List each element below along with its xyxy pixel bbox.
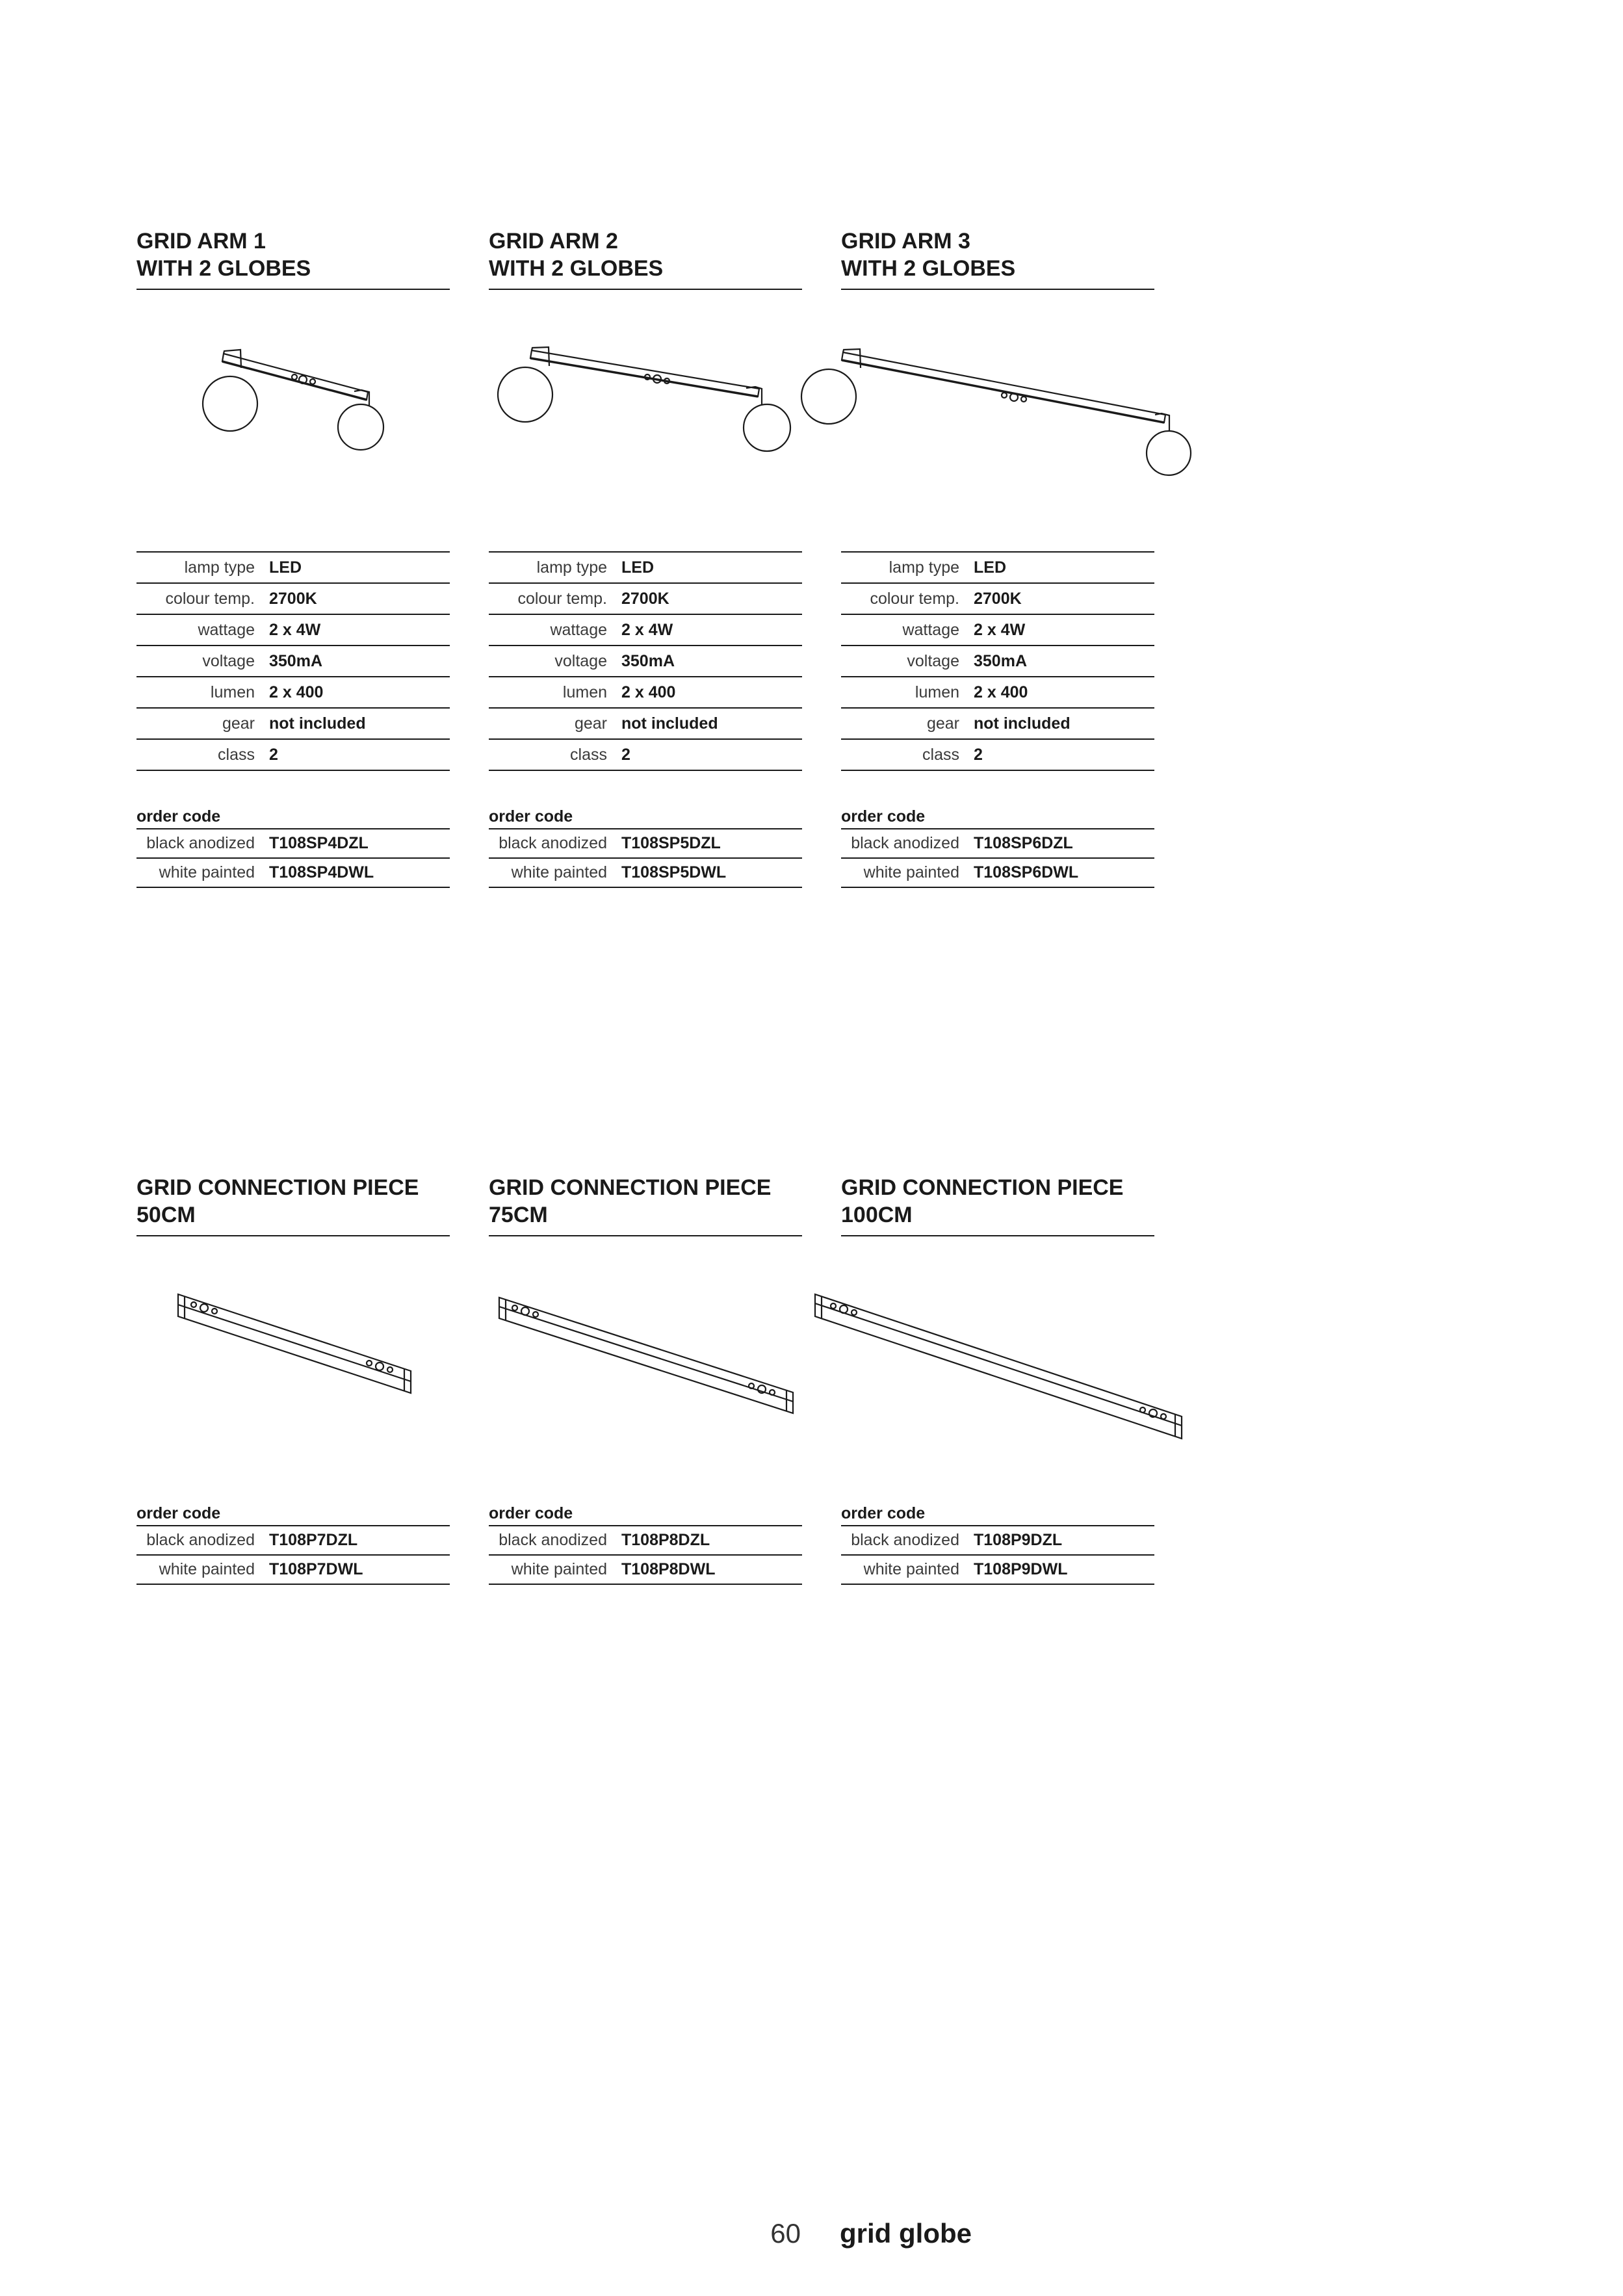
spec-value: 2700K bbox=[269, 589, 317, 608]
spec-value: 2 x 4W bbox=[974, 620, 1026, 639]
spec-table bbox=[841, 551, 1154, 771]
spec-label: gear bbox=[574, 714, 607, 733]
finish-label: white painted bbox=[159, 863, 255, 881]
spec-value: 2 bbox=[269, 745, 278, 764]
order-code-table bbox=[841, 807, 1154, 888]
grid-arm-3-illustration bbox=[796, 345, 1199, 481]
finish-label: white painted bbox=[863, 863, 959, 881]
order-code-heading: order code bbox=[841, 1504, 926, 1522]
finish-label: black anodized bbox=[499, 1531, 607, 1549]
spec-row bbox=[489, 646, 802, 677]
order-code: T108P7DZL bbox=[269, 1531, 358, 1549]
order-code: T108P9DZL bbox=[974, 1531, 1063, 1549]
title-line-1: GRID CONNECTION PIECE bbox=[489, 1175, 772, 1200]
spec-label: gear bbox=[926, 714, 959, 733]
order-code-table bbox=[841, 1504, 1154, 1585]
spec-label: class bbox=[570, 745, 607, 764]
spec-row bbox=[841, 646, 1154, 677]
spec-label: wattage bbox=[550, 620, 607, 639]
spec-value: not included bbox=[974, 714, 1071, 733]
finish-label: black anodized bbox=[146, 834, 255, 852]
spec-row bbox=[136, 677, 450, 709]
spec-value: 2 x 4W bbox=[621, 620, 673, 639]
spec-row bbox=[841, 615, 1154, 646]
spec-value: not included bbox=[269, 714, 366, 733]
spec-row bbox=[136, 709, 450, 740]
product-title bbox=[136, 1174, 450, 1236]
order-row bbox=[136, 1525, 450, 1556]
spec-value: 2 x 400 bbox=[621, 683, 676, 701]
order-code: T108P8DZL bbox=[621, 1531, 710, 1549]
order-code: T108P9DWL bbox=[974, 1560, 1068, 1578]
order-code-heading: order code bbox=[489, 807, 573, 826]
order-code-heading: order code bbox=[489, 1504, 573, 1522]
order-row bbox=[489, 1525, 802, 1556]
spec-row bbox=[136, 584, 450, 615]
title-line-2: 75CM bbox=[489, 1203, 548, 1227]
order-row bbox=[489, 828, 802, 859]
spec-row bbox=[489, 584, 802, 615]
order-code: T108SP6DWL bbox=[974, 863, 1079, 881]
spec-label: voltage bbox=[907, 651, 959, 670]
spec-table bbox=[489, 551, 802, 771]
product-title bbox=[841, 228, 1154, 290]
spec-row bbox=[489, 677, 802, 709]
spec-row bbox=[136, 551, 450, 584]
order-code-heading: order code bbox=[841, 807, 926, 826]
title-line-1: GRID ARM 3 bbox=[841, 229, 970, 254]
spec-value: 2 x 400 bbox=[269, 683, 324, 701]
title-line-1: GRID CONNECTION PIECE bbox=[841, 1175, 1124, 1200]
spec-row bbox=[489, 551, 802, 584]
spec-label: lumen bbox=[915, 683, 959, 701]
order-code-table bbox=[136, 1504, 450, 1585]
spec-row bbox=[841, 709, 1154, 740]
spec-value: 350mA bbox=[269, 651, 322, 670]
finish-label: black anodized bbox=[851, 1531, 959, 1549]
finish-label: black anodized bbox=[851, 834, 959, 852]
spec-label: lumen bbox=[210, 683, 255, 701]
order-code-heading: order code bbox=[136, 1504, 221, 1522]
spec-row bbox=[489, 740, 802, 771]
connection-100cm-illustration bbox=[811, 1290, 1188, 1443]
spec-label: lamp type bbox=[889, 558, 959, 577]
spec-row bbox=[136, 740, 450, 771]
order-row bbox=[136, 828, 450, 859]
title-line-2: WITH 2 GLOBES bbox=[136, 256, 311, 281]
order-code-table bbox=[489, 807, 802, 888]
title-line-1: GRID ARM 2 bbox=[489, 229, 618, 254]
spec-value: not included bbox=[621, 714, 718, 733]
spec-value: LED bbox=[269, 558, 302, 577]
order-row bbox=[841, 1556, 1154, 1585]
order-code-table bbox=[489, 1504, 802, 1585]
product-title bbox=[136, 228, 450, 290]
collection-name: grid globe bbox=[840, 2218, 972, 2249]
spec-value: 2 bbox=[974, 745, 983, 764]
spec-row bbox=[841, 740, 1154, 771]
title-line-1: GRID ARM 1 bbox=[136, 229, 266, 254]
spec-label: lamp type bbox=[536, 558, 607, 577]
order-code: T108SP6DZL bbox=[974, 834, 1073, 852]
spec-row bbox=[841, 584, 1154, 615]
finish-label: black anodized bbox=[499, 834, 607, 852]
product-title bbox=[489, 228, 802, 290]
product-title bbox=[841, 1174, 1154, 1236]
title-line-2: WITH 2 GLOBES bbox=[489, 256, 664, 281]
product-title bbox=[489, 1174, 802, 1236]
spec-value: 350mA bbox=[974, 651, 1027, 670]
finish-label: white painted bbox=[511, 1560, 607, 1578]
page-footer bbox=[0, 2218, 1623, 2257]
spec-row bbox=[489, 615, 802, 646]
order-code-table bbox=[136, 807, 450, 888]
spec-label: class bbox=[218, 745, 255, 764]
spec-label: voltage bbox=[554, 651, 607, 670]
spec-label: colour temp. bbox=[870, 589, 959, 608]
finish-label: white painted bbox=[863, 1560, 959, 1578]
order-row bbox=[489, 859, 802, 888]
spec-label: gear bbox=[222, 714, 255, 733]
spec-table bbox=[136, 551, 450, 771]
order-row bbox=[136, 1556, 450, 1585]
spec-row bbox=[136, 615, 450, 646]
order-row bbox=[489, 1556, 802, 1585]
spec-row bbox=[841, 551, 1154, 584]
grid-arm-2-illustration bbox=[493, 341, 798, 458]
page-number: 60 bbox=[770, 2218, 801, 2249]
finish-label: white painted bbox=[159, 1560, 255, 1578]
title-line-2: 100CM bbox=[841, 1203, 913, 1227]
order-code: T108P8DWL bbox=[621, 1560, 716, 1578]
spec-row bbox=[489, 709, 802, 740]
spec-value: 2 x 4W bbox=[269, 620, 321, 639]
spec-label: lumen bbox=[562, 683, 607, 701]
order-code: T108SP4DWL bbox=[269, 863, 374, 881]
order-code: T108SP5DZL bbox=[621, 834, 721, 852]
spec-label: colour temp. bbox=[165, 589, 255, 608]
spec-value: LED bbox=[974, 558, 1006, 577]
spec-value: 2700K bbox=[974, 589, 1022, 608]
spec-value: 2 x 400 bbox=[974, 683, 1028, 701]
order-row bbox=[136, 859, 450, 888]
spec-label: wattage bbox=[902, 620, 959, 639]
finish-label: white painted bbox=[511, 863, 607, 881]
spec-label: wattage bbox=[198, 620, 255, 639]
grid-arm-1-illustration bbox=[195, 345, 390, 455]
spec-value: LED bbox=[621, 558, 654, 577]
spec-value: 350mA bbox=[621, 651, 675, 670]
connection-75cm-illustration bbox=[495, 1294, 801, 1417]
title-line-2: 50CM bbox=[136, 1203, 196, 1227]
spec-value: 2 bbox=[621, 745, 630, 764]
title-line-1: GRID CONNECTION PIECE bbox=[136, 1175, 419, 1200]
order-row bbox=[841, 1525, 1154, 1556]
order-code: T108SP5DWL bbox=[621, 863, 727, 881]
spec-row bbox=[841, 677, 1154, 709]
order-row bbox=[841, 828, 1154, 859]
order-row bbox=[841, 859, 1154, 888]
order-code: T108SP4DZL bbox=[269, 834, 369, 852]
order-code: T108P7DWL bbox=[269, 1560, 363, 1578]
spec-label: lamp type bbox=[184, 558, 255, 577]
spec-label: voltage bbox=[202, 651, 255, 670]
title-line-2: WITH 2 GLOBES bbox=[841, 256, 1016, 281]
spec-row bbox=[136, 646, 450, 677]
finish-label: black anodized bbox=[146, 1531, 255, 1549]
spec-label: class bbox=[922, 745, 959, 764]
spec-value: 2700K bbox=[621, 589, 669, 608]
order-code-heading: order code bbox=[136, 807, 221, 826]
spec-label: colour temp. bbox=[517, 589, 607, 608]
connection-50cm-illustration bbox=[174, 1290, 415, 1401]
